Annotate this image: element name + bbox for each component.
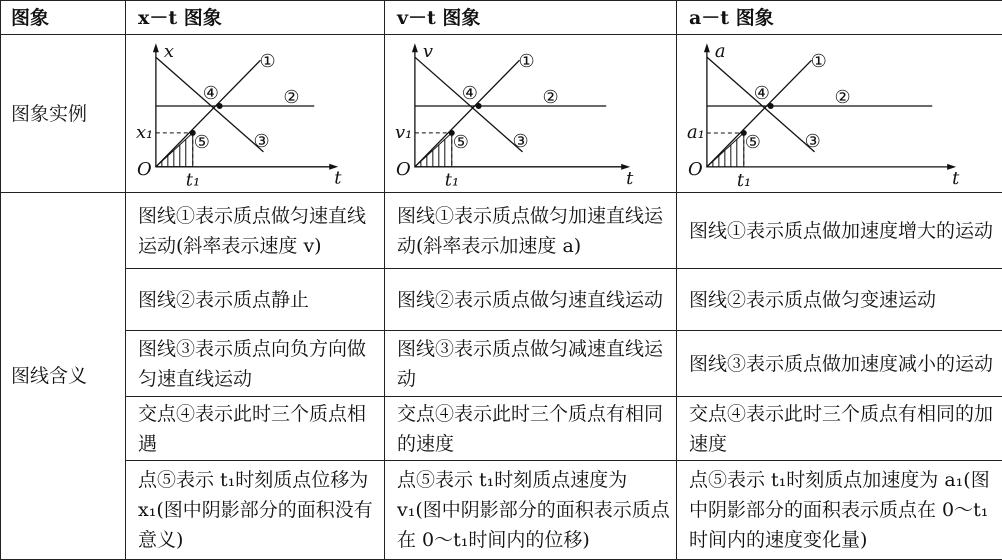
meaning-row-4 [1,397,1002,461]
x-axis-label: t [626,168,634,189]
vt-graph [385,35,676,192]
meaning-row-1 [1,193,1002,269]
header-cell-vt: v－t 图象 [385,1,677,35]
label-5: ⑤ [745,132,761,153]
y-axis-label: x [164,41,174,62]
meaning-cell: 图线②表示质点静止 [126,269,385,331]
label-2: ② [542,87,558,108]
vt-graph-cell [385,35,677,193]
meaning-row-3 [1,331,1002,397]
label-4: ④ [462,83,478,104]
meaning-cell: 交点④表示此时三个质点相遇 [126,397,385,461]
y-tick-label: x₁ [136,122,153,143]
xt-graph [126,35,384,192]
header-cell-kind: 图象 [1,1,126,35]
meaning-cell: 交点④表示此时三个质点有相同的加速度 [677,397,1002,461]
meaning-cell: 点⑤表示 t₁时刻质点位移为 x₁(图中阴影部分的面积没有意义) [126,461,385,560]
y-axis-arrow [412,43,418,52]
y-axis-arrow [153,43,159,52]
y-axis-label: a [715,41,726,62]
label-1: ① [259,51,275,72]
label-1: ① [811,51,827,72]
at-graph [677,35,1002,192]
example-row [1,35,1002,193]
header-row [1,1,1002,35]
meaning-row-5 [1,461,1002,560]
origin-label: O [396,159,411,180]
meaning-row-2 [1,269,1002,331]
meaning-cell: 图线②表示质点做匀变速运动 [677,269,1002,331]
label-4: ④ [203,83,219,104]
y-tick-label: a₁ [687,122,705,143]
example-row-label: 图象实例 [1,35,126,193]
header-cell-xt: x－t 图象 [126,1,385,35]
meaning-row-label: 图线含义 [1,193,126,560]
label-5: ⑤ [453,132,469,153]
meaning-cell: 图线③表示质点做加速度减小的运动 [677,331,1002,397]
meaning-cell: 图线③表示质点向负方向做匀速直线运动 [126,331,385,397]
meaning-cell: 点⑤表示 t₁时刻质点加速度为 a₁(图中阴影部分的面积表示质点在 0～t₁时间内的速度变化量) [677,461,1002,560]
label-3: ③ [805,131,821,152]
meaning-cell: 图线③表示质点做匀减速直线运动 [385,331,677,397]
y-axis-arrow [704,43,710,52]
label-5: ⑤ [194,132,210,153]
origin-label: O [688,159,703,180]
label-2: ② [283,87,299,108]
at-graph-cell [677,35,1002,193]
label-3: ③ [254,131,270,152]
label-3: ③ [513,131,529,152]
label-1: ① [519,51,535,72]
meaning-cell: 图线①表示质点做加速度增大的运动 [677,193,1002,269]
origin-label: O [137,159,152,180]
meaning-cell: 图线①表示质点做匀速直线运动(斜率表示速度 v) [126,193,385,269]
x-axis-label: t [334,168,342,189]
y-tick-label: v₁ [395,122,412,143]
meaning-cell: 图线②表示质点做匀速直线运动 [385,269,677,331]
x-tick-label: t₁ [445,170,459,191]
label-4: ④ [754,83,770,104]
header-cell-at: a－t 图象 [677,1,1002,35]
y-axis-label: v [423,41,433,62]
x-tick-label: t₁ [186,170,200,191]
meaning-cell: 图线①表示质点做匀加速直线运动(斜率表示加速度 a) [385,193,677,269]
meaning-cell: 点⑤表示 t₁时刻质点速度为 v₁(图中阴影部分的面积表示质点在 0～t₁时间内的位移) [385,461,677,560]
label-2: ② [835,87,851,108]
x-tick-label: t₁ [737,170,751,191]
x-axis-label: t [952,168,960,189]
xt-graph-cell [126,35,385,193]
meaning-cell: 交点④表示此时三个质点有相同的速度 [385,397,677,461]
